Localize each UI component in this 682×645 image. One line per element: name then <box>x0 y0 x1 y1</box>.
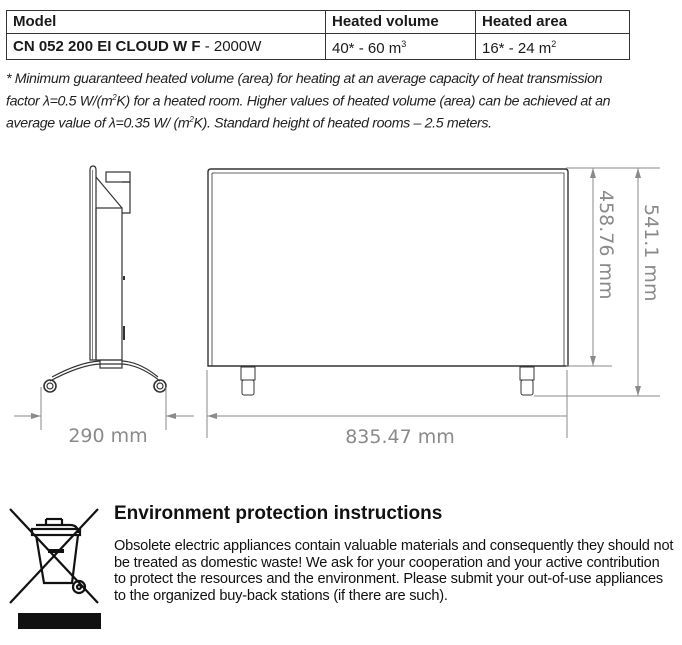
area-unit-sup: 2 <box>551 39 557 49</box>
footnote-text: K) for a heated room. Higher values of heated volume (area) can be achieved at an <box>116 93 611 110</box>
body-height-label: 458.76 mm <box>595 190 617 300</box>
footnote-line-2 <box>6 89 676 111</box>
footnote-sup: 2 <box>189 114 194 124</box>
model-name: CN 052 200 EI CLOUD W F <box>13 37 201 55</box>
dimension-drawing <box>0 140 682 460</box>
crossed-out-wheelie-bin-icon <box>6 505 101 633</box>
environment-title: Environment protection instructions <box>114 503 443 524</box>
header-heated-area: Heated area <box>476 11 630 34</box>
side-view <box>44 166 166 392</box>
table-header-row <box>7 11 630 34</box>
total-height-label: 541.1 mm <box>640 204 662 302</box>
volume-unit-sup: 3 <box>401 39 407 49</box>
footnote-text: factor λ=0.5 W/(m <box>6 93 113 110</box>
header-model: Model <box>7 11 326 34</box>
header-heated-volume: Heated volume <box>326 11 476 34</box>
width-label: 835.47 mm <box>345 426 455 448</box>
environment-body: Obsolete electric appliances contain valuable materials and consequently they should not be treated as domestic waste! We ask for your cooperation and your active contribution to protect the resources and the environment. Please submit your out-of-use appliances to the organized buy-back stations (if there are such). <box>114 538 674 604</box>
volume-value: 40* - 60 m <box>332 40 402 57</box>
footnote-line-1: * Minimum guaranteed heated volume (area) for heating at an average capacity of heat transmission <box>6 71 603 87</box>
footnote-line-3 <box>6 111 676 133</box>
model-power: - 2000W <box>200 37 262 55</box>
cell-volume <box>326 34 476 60</box>
footnote-text: average value of λ=0.35 W/ (m <box>6 115 190 132</box>
spec-table <box>6 10 630 60</box>
cell-area <box>476 34 630 60</box>
front-view <box>208 169 568 395</box>
depth-dimension <box>14 387 194 430</box>
depth-label: 290 mm <box>68 425 148 447</box>
table-row <box>7 34 630 60</box>
footnote-text: K). Standard height of heated rooms – 2.5 meters. <box>193 115 492 132</box>
area-value: 16* - 24 m <box>482 40 552 57</box>
footnote <box>6 70 676 133</box>
footnote-sup: 2 <box>112 92 117 102</box>
cell-model <box>7 34 326 60</box>
